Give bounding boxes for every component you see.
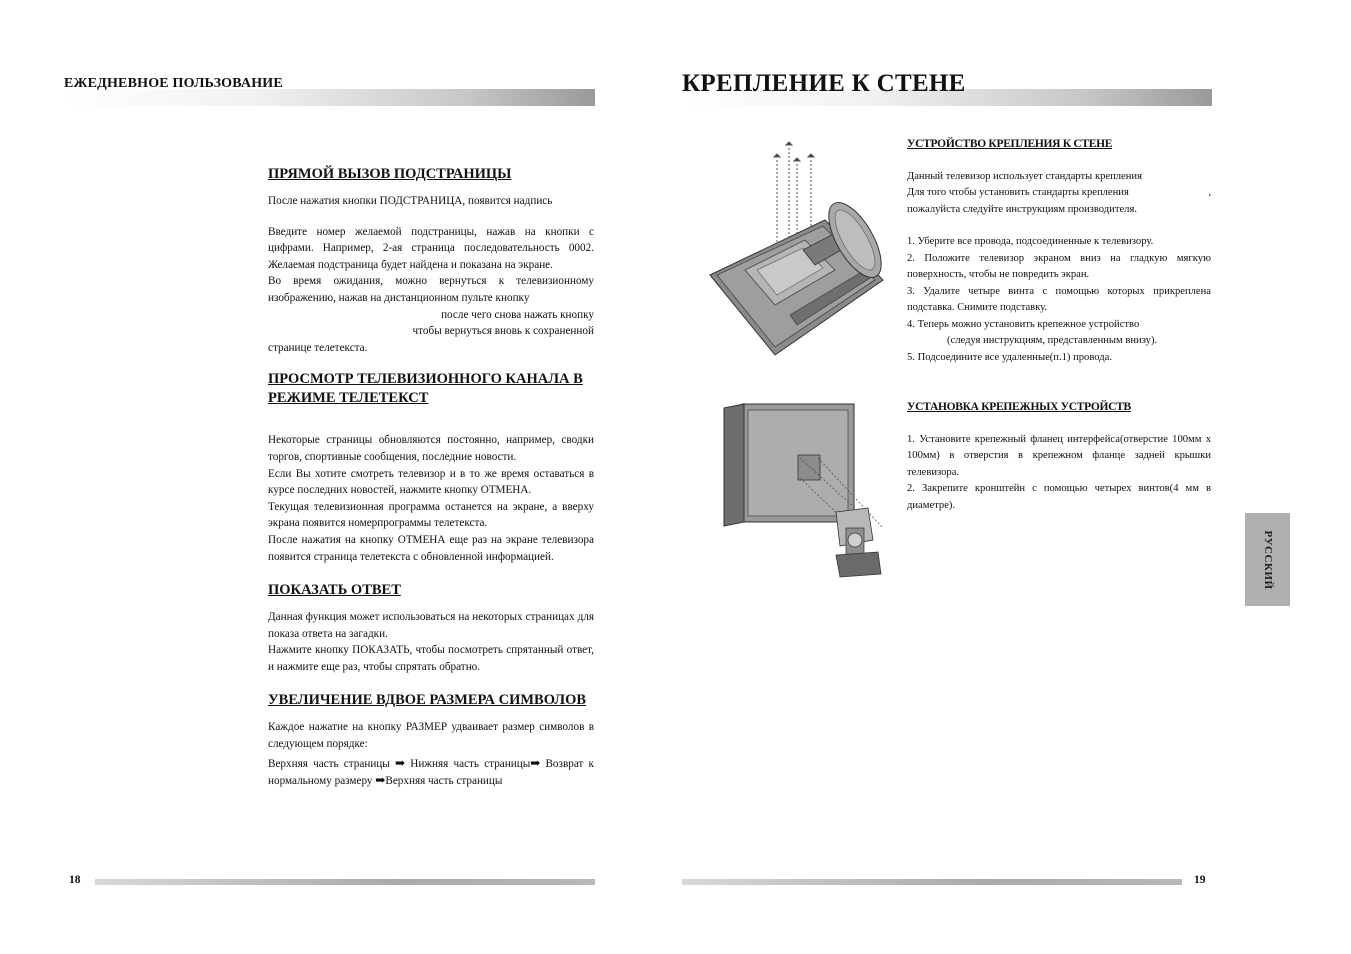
size-sequence <box>268 755 594 790</box>
sequence-item: Верхняя часть страницы <box>268 757 390 770</box>
paragraph: после чего снова нажать кнопку <box>441 308 594 321</box>
right-footer-bar <box>682 879 1182 885</box>
paragraph: Нажмите кнопку ПОКАЗАТЬ, чтобы посмотреть спрятанный ответ, и нажмите еще раз, чтобы спрятать обратно. <box>268 644 594 673</box>
page-number-left: 18 <box>69 874 81 886</box>
paragraph: После нажатия на кнопку ОТМЕНА еще раз на экране телевизора появится страница телетекста с обновленной информацией. <box>268 533 594 563</box>
sequence-item: Верхняя часть страницы <box>385 775 503 788</box>
paragraph: Введите номер желаемой подстраницы, нажав на кнопки с цифрами. Например, 2-ая страница последовательность 0002. Желаемая подстраница будет найдена и показана на экране. <box>268 225 594 271</box>
wall-mount-bracket-illustration <box>718 400 888 578</box>
paragraph: Данный телевизор использует стандарты крепления <box>907 170 1142 182</box>
subsection-title-wall-mount: УСТРОЙСТВО КРЕПЛЕНИЯ К СТЕНЕ <box>907 138 1113 150</box>
paragraph: Если Вы хотите смотреть телевизор и в то же время оставаться в курсе последних новостей, нажмите кнопку ОТМЕНА. <box>268 467 594 497</box>
step: 2. Закрепите кронштейн с помощью четырех винтов(4 мм в диаметре). <box>907 483 1211 511</box>
right-arrow-icon: ➡ <box>395 755 406 770</box>
intro-line: Для того чтобы установить стандарты крепления <box>907 187 1129 198</box>
paragraph: После нажатия кнопки ПОДСТРАНИЦА, появится надпись <box>268 195 553 207</box>
step: 5. Подсоедините все удаленные(п.1) провода. <box>907 351 1113 363</box>
step: 4. Теперь можно установить крепежное устройство <box>907 318 1140 330</box>
intro-comma: , <box>1208 187 1211 198</box>
step: 1. Установите крепежный фланец интерфейса(отверстие 100мм x 100мм) в отверстия в крепежном фланце задней крышки телевизора. <box>907 433 1211 478</box>
section-title-subpage: ПРЯМОЙ ВЫЗОВ ПОДСТРАНИЦЫ <box>268 166 512 182</box>
left-footer-bar <box>95 879 595 885</box>
paragraph: Во время ожидания, можно вернуться к телевизионному изображению, нажав на дистанционном пульте кнопку <box>268 275 594 304</box>
paragraph: Некоторые страницы обновляются постоянно, например, сводки торгов, спортивные сообщения, последние новости. <box>268 434 594 463</box>
paragraph <box>907 185 1211 202</box>
section-title-tv-teletext: ПРОСМОТР ТЕЛЕВИЗИОННОГО КАНАЛА В РЕЖИМЕ ТЕЛЕТЕКСТ <box>268 371 583 407</box>
left-page-body <box>268 165 594 790</box>
paragraph: пожалуйста следуйте инструкциям производителя. <box>907 203 1137 215</box>
section-title-show-answer: ПОКАЗАТЬ ОТВЕТ <box>268 582 401 599</box>
step: 1. Уберите все провода, подсоединенные к телевизору. <box>907 236 1154 247</box>
paragraph: странице телетекста. <box>268 341 368 354</box>
sequence-item: Возврат к нормальному размеру <box>268 757 594 788</box>
right-arrow-icon: ➡ <box>530 755 541 770</box>
step: 3. Удалите четыре винта с помощью которых прикреплена подставка. Снимите подставку. <box>907 285 1211 313</box>
paragraph: Текущая телевизионная программа останется на экране, а вверху экрана появится номерпрограммы телетекста. <box>268 500 594 530</box>
left-running-header: ЕЖЕДНЕВНОЕ ПОЛЬЗОВАНИЕ <box>64 76 283 91</box>
page-number-right: 19 <box>1194 874 1206 886</box>
tv-stand-removal-illustration <box>705 140 885 360</box>
paragraph: Каждое нажатие на кнопку РАЗМЕР удваивает размер символов в следующем порядке: <box>268 721 594 751</box>
language-side-tab <box>1245 513 1290 606</box>
language-tab-label: РУССКИЙ <box>1261 530 1274 589</box>
paragraph: Данная функция может использоваться на некоторых страницах для показа ответа на загадки. <box>268 611 594 640</box>
step: (следуя инструкциям, представленным внизу). <box>947 335 1158 346</box>
paragraph: чтобы вернуться вновь к сохраненной <box>412 325 594 338</box>
section-title-double-size: УВЕЛИЧЕНИЕ ВДВОЕ РАЗМЕРА СИМВОЛОВ <box>268 692 587 709</box>
subsection-title-mount-install: УСТАНОВКА КРЕПЕЖНЫХ УСТРОЙСТВ <box>907 401 1131 413</box>
right-arrow-icon: ➡ <box>375 773 386 788</box>
right-page-body <box>907 136 1211 514</box>
right-page-title: КРЕПЛЕНИЕ К СТЕНЕ <box>682 70 966 97</box>
step: 2. Положите телевизор экраном вниз на гладкую мягкую поверхность, чтобы не повредить экран. <box>907 252 1211 280</box>
sequence-item: Нижняя часть страницы <box>410 757 531 770</box>
